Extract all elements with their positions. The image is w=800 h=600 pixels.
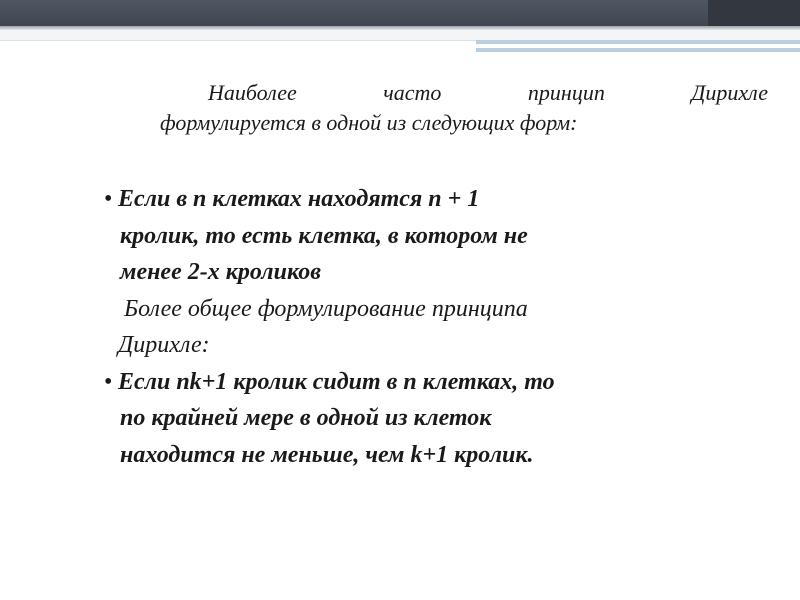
list-item	[104, 181, 724, 291]
intro-word: Дирихле	[691, 80, 768, 105]
intro-word: принцип	[527, 80, 605, 105]
list-item-line: менее 2-х кроликов	[120, 259, 321, 285]
bullet-icon: •	[104, 368, 113, 395]
header-accent-rule-lower	[476, 48, 800, 52]
general-formulation-note	[104, 291, 724, 364]
list-item-line: по крайней мере в одной из клеток	[120, 405, 492, 431]
list-item	[104, 364, 724, 474]
header-corner-accent	[708, 0, 800, 26]
intro-word: часто	[383, 80, 442, 105]
note-line: Более общее формулирование принципа	[124, 295, 528, 322]
header-accent-rule-upper	[476, 40, 800, 44]
header-thin-rule	[0, 40, 476, 41]
list-item-line: находится не меньше, чем k+1 кролик.	[120, 441, 534, 468]
intro-paragraph	[160, 78, 768, 138]
note-line: Дирихле:	[118, 332, 210, 358]
list-item-line: Если nk+1 кролик сидит в n клетках, то	[118, 368, 555, 395]
header-light-strip	[0, 30, 800, 40]
bullet-icon: •	[104, 186, 113, 212]
intro-word: Наиболее	[208, 80, 297, 105]
header-band	[0, 0, 800, 26]
list-item-line: кролик, то есть клетка, в котором не	[120, 222, 528, 249]
intro-line-2: формулируется в одной из следующих форм:	[160, 110, 578, 135]
intro-line-1	[160, 78, 768, 108]
principle-list	[104, 181, 724, 473]
list-item-line: Если в n клетках находятся n + 1	[118, 186, 480, 212]
